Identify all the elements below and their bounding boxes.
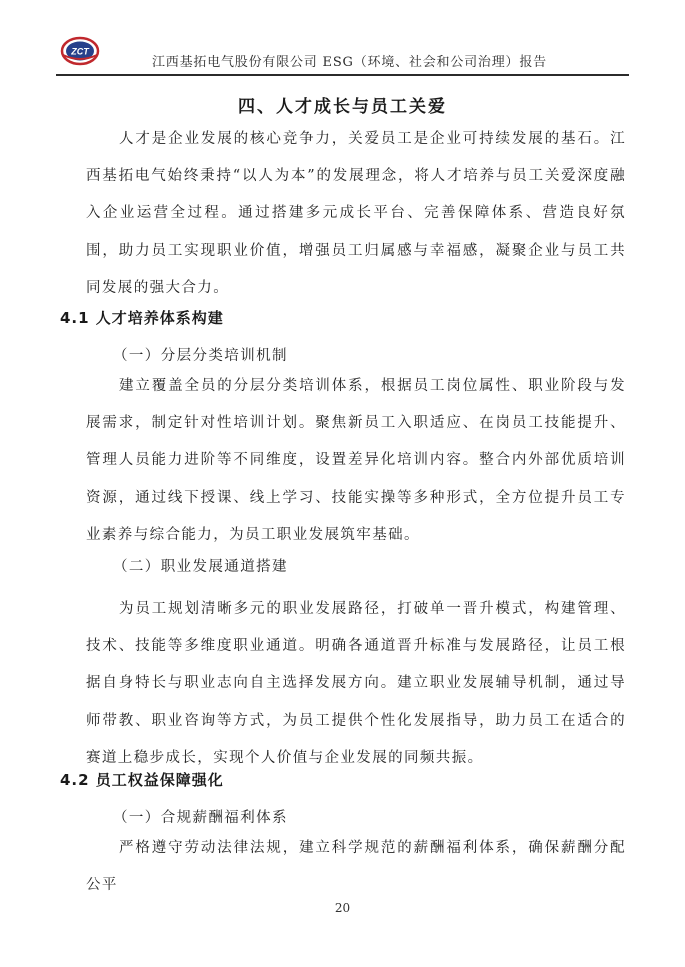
training-paragraph: 建立覆盖全员的分层分类培训体系，根据员工岗位属性、职业阶段与发展需求，制定针对性培训计划。聚焦新员工入职适应、在岗员工技能提升、管理人员能力进阶等不同维度，设置差异化培训内容。整合内外部优质培训资源，通过线下授课、线上学习、技能实操等多种形式，全方位提升员工专业素养与综合能力，为员工职业发展筑牢基础。 [86, 378, 626, 543]
page-header [56, 34, 629, 76]
company-logo [60, 36, 100, 66]
subsection-heading-training: （一）分层分类培训机制 [113, 348, 288, 364]
salary-paragraph: 严格遵守劳动法律法规，建立科学规范的薪酬福利体系，确保薪酬分配公平 [86, 840, 626, 894]
page-number: 20 [334, 901, 351, 915]
chapter-title: 四、人才成长与员工关爱 [238, 97, 447, 117]
section-heading-4-1: 4.1 人才培养体系构建 [60, 309, 224, 327]
section-heading-4-2: 4.2 员工权益保障强化 [60, 771, 224, 789]
report-header-title: 江西基拓电气股份有限公司 ESG（环境、社会和公司治理）报告 [152, 55, 547, 70]
career-paragraph: 为员工规划清晰多元的职业发展路径，打破单一晋升模式，构建管理、技术、技能等多维度职业通道。明确各通道晋升标准与发展路径，让员工根据自身特长与职业志向自主选择发展方向。建立职业发展辅导机制，通过导师带教、职业咨询等方式，为员工提供个性化发展指导，助力员工在适合的赛道上稳步成长，实现个人价值与企业发展的同频共振。 [86, 601, 626, 766]
subsection-heading-career: （二）职业发展通道搭建 [113, 559, 288, 575]
svg-text:ZCT: ZCT [71, 46, 89, 57]
intro-paragraph: 人才是企业发展的核心竞争力，关爱员工是企业可持续发展的基石。江西基拓电气始终秉持“以人为本”的发展理念，将人才培养与员工关爱深度融入企业运营全过程。通过搭建多元成长平台、完善保障体系、营造良好氛围，助力员工实现职业价值，增强员工归属感与幸福感，凝聚企业与员工共同发展的强大合力。 [86, 131, 626, 296]
subsection-heading-salary: （一）合规薪酬福利体系 [113, 810, 288, 826]
